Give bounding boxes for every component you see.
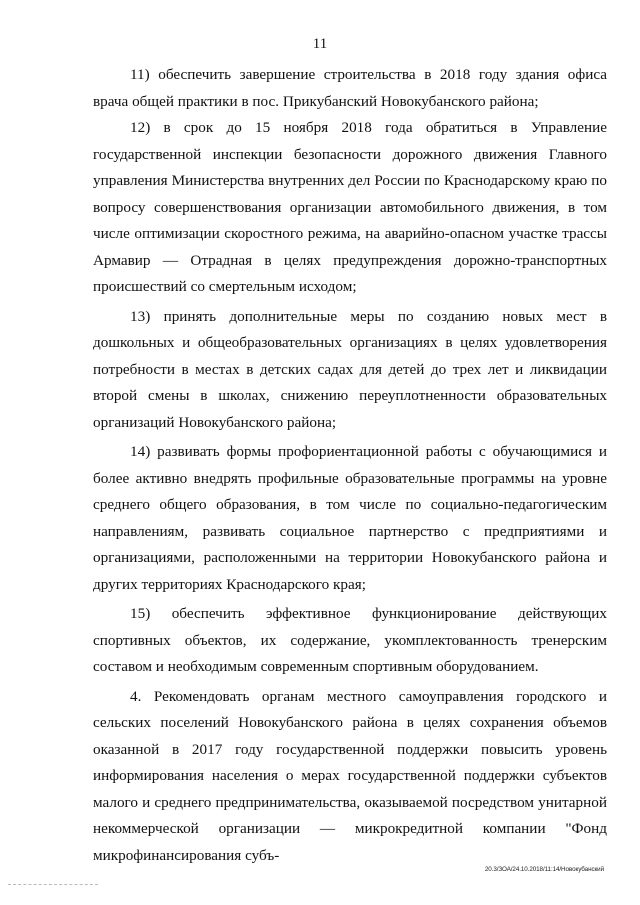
scan-margin-marks (8, 884, 98, 888)
paragraph-item-15: 15) обеспечить эффективное функционирование действующих спортивных объектов, их содержание, укомплектованность тренерским составом и необходимым современным спортивным оборудованием. (93, 605, 607, 675)
document-registration-code: 20.3/ЗОА/24.10.2018/11:14/Новокубанский (484, 866, 604, 873)
document-body (93, 62, 607, 869)
paragraph-item-12: 12) в срок до 15 ноября 2018 года обратиться в Управление государственной инспекции безопасности дорожного движения Главного управления Министерства внутренних дел России по Краснодарскому краю по вопросу совершенствования организации автомобильного движения, в том числе оптимизации скоростного режима, на аварийно-опасном участке трассы Армавир — Отрадная в целях предупреждения дорожно-транспортных происшествий со смертельным исходом; (93, 119, 607, 295)
paragraph-item-14: 14) развивать формы профориентационной работы с обучающимися и более активно внедрять профильные образовательные программы на уровне среднего общего образования, в том числе по социально-педагогическим направлениям, развивать социальное партнерство с предприятиями и организациями, расположенными на территории Новокубанского района и других территориях Краснодарского края; (93, 443, 607, 593)
paragraph-item-11: 11) обеспечить завершение строительства в 2018 году здания офиса врача общей практики в пос. Прикубанский Новокубанского района; (93, 66, 607, 110)
page-number: 11 (312, 36, 328, 52)
paragraph-section-4: 4. Рекомендовать органам местного самоуправления городского и сельских поселений Новокубанского района в целях сохранения объемов оказанной в 2017 году государственной поддержки повысить уровень информирования населения о мерах государственной поддержки субъектов малого и среднего предпринимательства, оказываемой посредством унитарной некоммерческой организации — микрокредитной компании "Фонд микрофинансирования субъ- (93, 687, 607, 864)
paragraph-item-13: 13) принять дополнительные меры по созданию новых мест в дошкольных и общеобразовательных организациях в целях удовлетворения потребности в местах в детских садах для детей до трех лет и ликвидации второй смены в школах, снижению переуплотненности образовательных организаций Новокубанского района; (93, 307, 607, 431)
